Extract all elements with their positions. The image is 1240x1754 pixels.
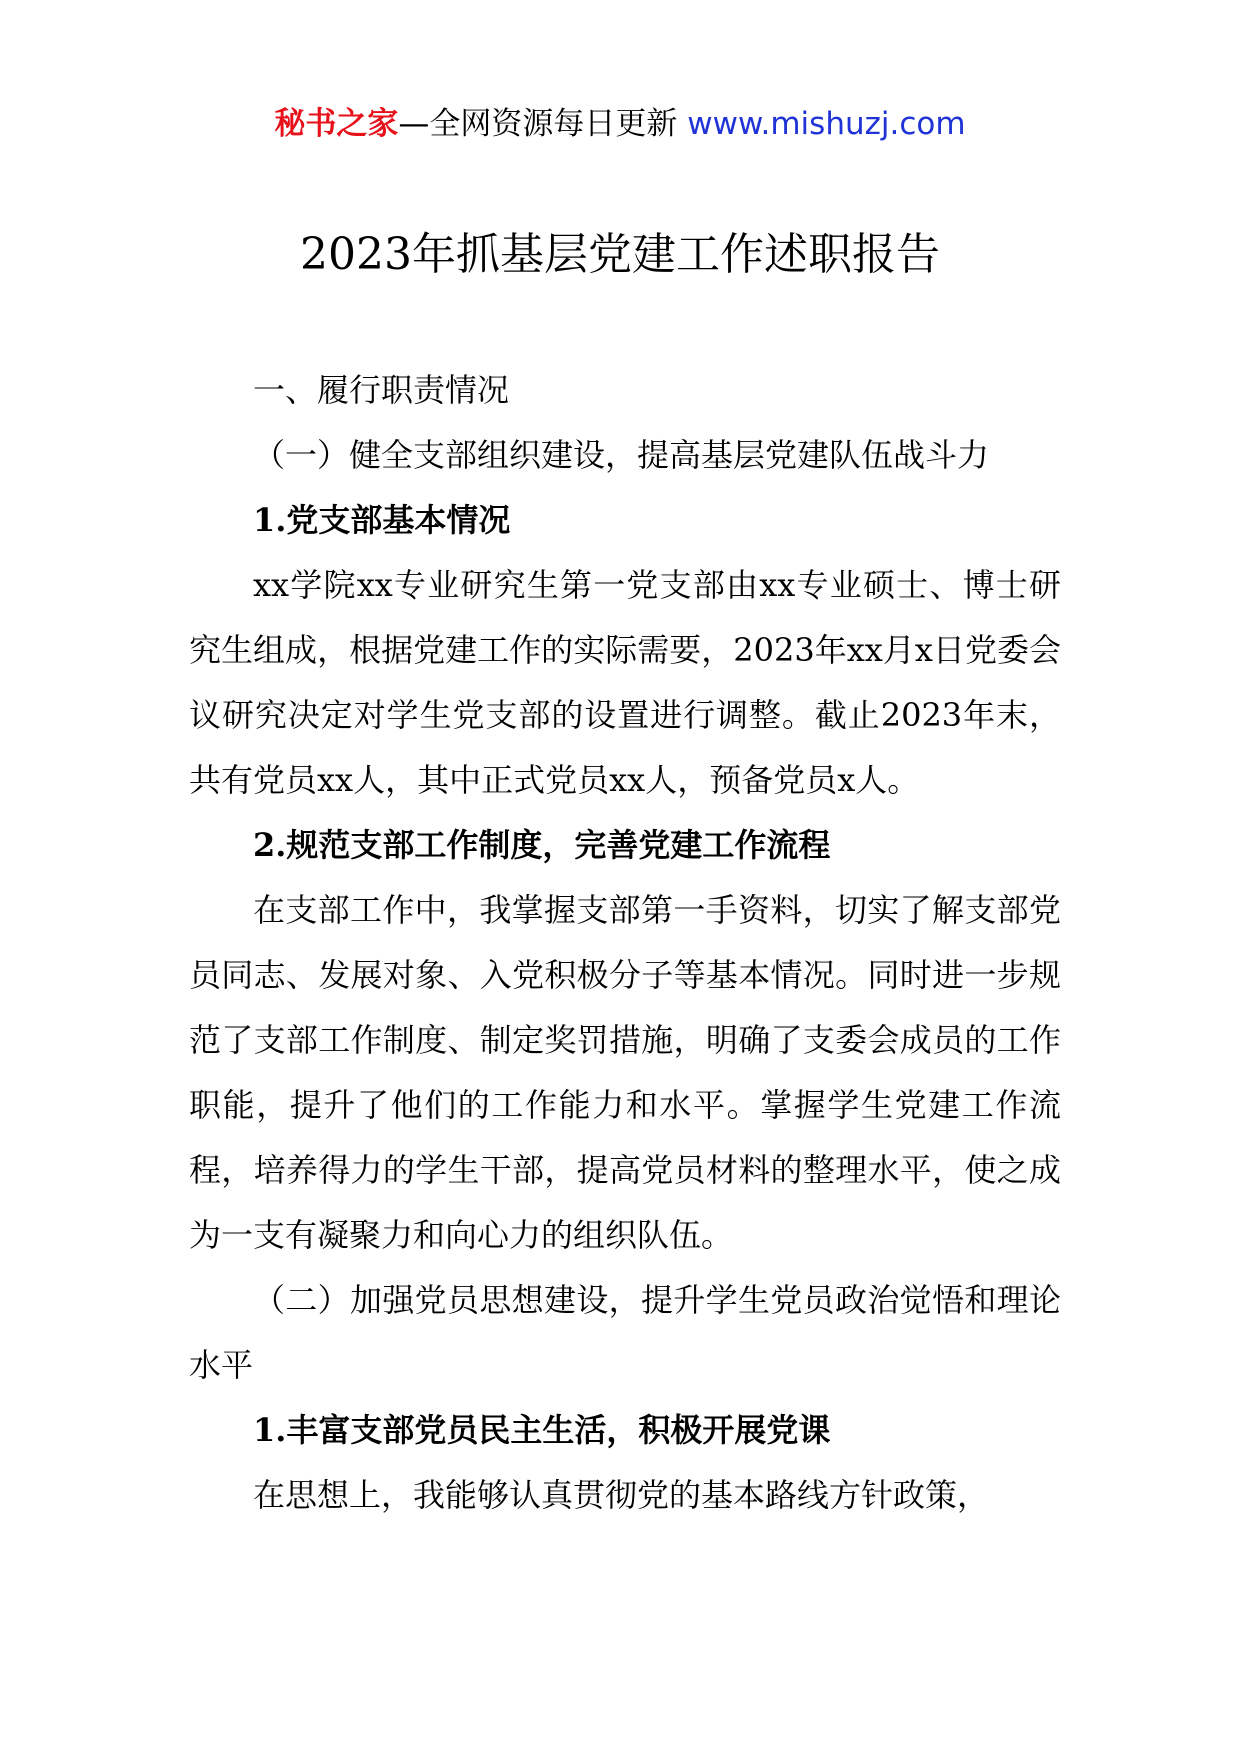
site-header [0,100,1240,148]
subsection-heading: （一）健全支部组织建设，提高基层党建队伍战斗力 [253,436,990,474]
document-body [189,358,1061,1528]
brand-name: 秘书之家 [274,106,399,142]
document-title: 2023年抓基层党建工作述职报告 [300,229,940,280]
header-slogan: —全网资源每日更新 [398,106,688,142]
item-heading: 2.规范支部工作制度，完善党建工作流程 [253,826,831,864]
body-paragraph: xx学院xx专业研究生第一党支部由xx专业硕士、博士研究生组成，根据党建工作的实际需要，2023年xx月x日党委会议研究决定对学生党支部的设置进行调整。截止2023年末，共有党员xx人，其中正式党员xx人，预备党员x人。 [189,566,1061,799]
body-paragraph: 在支部工作中，我掌握支部第一手资料，切实了解支部党员同志、发展对象、入党积极分子等基本情况。同时进一步规范了支部工作制度、制定奖罚措施，明确了支委会成员的工作职能，提升了他们的工作能力和水平。掌握学生党建工作流程，培养得力的学生干部，提高党员材料的整理水平，使之成为一支有凝聚力和向心力的组织队伍。 [189,891,1061,1254]
site-url-link[interactable]: www.mishuzj.com [687,106,966,142]
item-heading: 1.丰富支部党员民主生活，积极开展党课 [253,1411,831,1449]
subsection-heading: （二）加强党员思想建设，提升学生党员政治觉悟和理论水平 [189,1281,1061,1384]
item-heading: 1.党支部基本情况 [253,501,511,539]
section-heading: 一、履行职责情况 [253,371,510,409]
body-paragraph: 在思想上，我能够认真贯彻党的基本路线方针政策， [253,1476,990,1514]
